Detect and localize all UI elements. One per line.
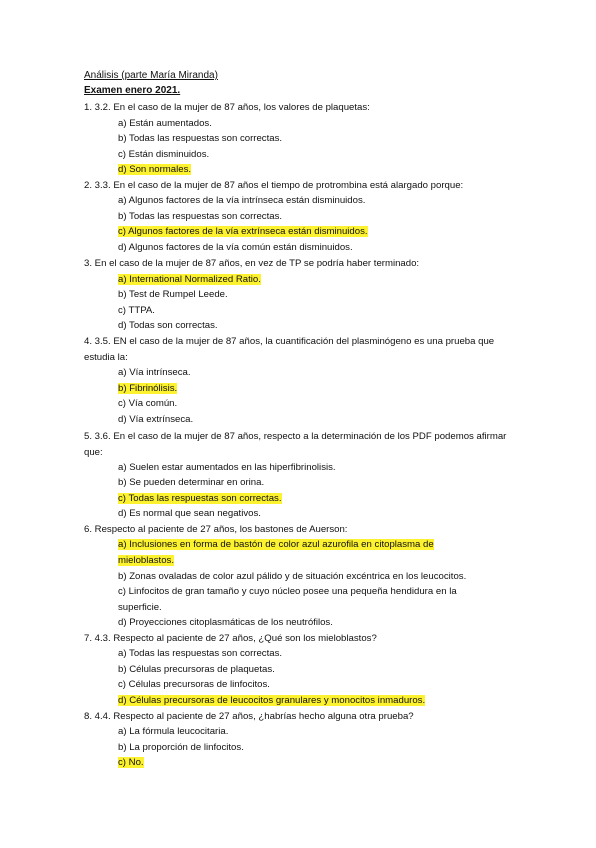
question-2-option-c-highlighted: c) Algunos factores de la vía extrínseca están disminuidos. [118, 226, 368, 237]
question-7: 7. 4.3. Respecto al paciente de 27 años, ¿Qué son los mieloblastos? [84, 633, 377, 644]
question-5-option-c-highlighted: c) Todas las respuestas son correctas. [118, 493, 282, 504]
question-7-option-d-highlighted: d) Células precursoras de leucocitos granulares y monocitos inmaduros. [118, 695, 426, 706]
question-3-option-b: b) Test de Rumpel Leede. [118, 289, 228, 300]
question-6: 6. Respecto al paciente de 27 años, los bastones de Auerson: [84, 524, 348, 535]
question-8-option-c-highlighted: c) No. [118, 757, 144, 768]
document-title: Análisis (parte María Miranda) [84, 70, 218, 81]
question-1-option-b: b) Todas las respuestas son correctas. [118, 133, 283, 144]
question-7-option-c: c) Células precursoras de linfocitos. [118, 679, 270, 690]
question-2-option-a: a) Algunos factores de la vía intrínseca están disminuidos. [118, 195, 366, 206]
question-6-option-d: d) Proyecciones citoplasmáticas de los neutrófilos. [118, 617, 333, 628]
question-5: 5. 3.6. En el caso de la mujer de 87 años, respecto a la determinación de los PDF podemos afirmar que: [84, 431, 507, 458]
question-4: 4. 3.5. EN el caso de la mujer de 87 años, la cuantificación del plasminógeno es una prueba que estudia la: [84, 336, 495, 363]
question-8: 8. 4.4. Respecto al paciente de 27 años, ¿habrías hecho alguna otra prueba? [84, 711, 414, 722]
question-8-option-b: b) La proporción de linfocitos. [118, 742, 244, 753]
question-3: 3. En el caso de la mujer de 87 años, en vez de TP se podría haber terminado: [84, 258, 420, 269]
question-5-option-d: d) Es normal que sean negativos. [118, 508, 261, 519]
question-1-option-a: a) Están aumentados. [118, 118, 212, 129]
question-4-option-a: a) Vía intrínseca. [118, 367, 191, 378]
question-4-option-c: c) Vía común. [118, 398, 178, 409]
question-7-option-b: b) Células precursoras de plaquetas. [118, 664, 275, 675]
question-1-option-d-highlighted: d) Son normales. [118, 164, 192, 175]
question-4-option-b-highlighted: b) Fibrinólisis. [118, 383, 178, 394]
question-6-option-b: b) Zonas ovaladas de color azul pálido y de situación excéntrica en los leucocitos. [118, 571, 467, 582]
document-subtitle: Examen enero 2021. [84, 85, 181, 96]
question-6-option-c: c) Linfocitos de gran tamaño y cuyo núcleo posee una pequeña hendidura en la superficie. [118, 586, 457, 613]
question-1: 1. 3.2. En el caso de la mujer de 87 años, los valores de plaquetas: [84, 102, 370, 113]
question-3-option-d: d) Todas son correctas. [118, 320, 218, 331]
question-6-option-a-highlighted: a) Inclusiones en forma de bastón de color azul azurofila en citoplasma de mieloblastos. [118, 539, 434, 566]
question-7-option-a: a) Todas las respuestas son correctas. [118, 648, 283, 659]
question-3-option-c: c) TTPA. [118, 305, 155, 316]
question-1-option-c: c) Están disminuidos. [118, 149, 210, 160]
question-2-option-d: d) Algunos factores de la vía común están disminuidos. [118, 242, 353, 253]
question-8-option-a: a) La fórmula leucocitaria. [118, 726, 229, 737]
question-3-option-a-highlighted: a) International Normalized Ratio. [118, 274, 261, 285]
question-4-option-d: d) Vía extrínseca. [118, 414, 194, 425]
question-5-option-b: b) Se pueden determinar en orina. [118, 477, 265, 488]
question-5-option-a: a) Suelen estar aumentados en las hiperfibrinolisis. [118, 462, 336, 473]
question-2: 2. 3.3. En el caso de la mujer de 87 años el tiempo de protrombina está alargado porque: [84, 180, 464, 191]
question-2-option-b: b) Todas las respuestas son correctas. [118, 211, 283, 222]
